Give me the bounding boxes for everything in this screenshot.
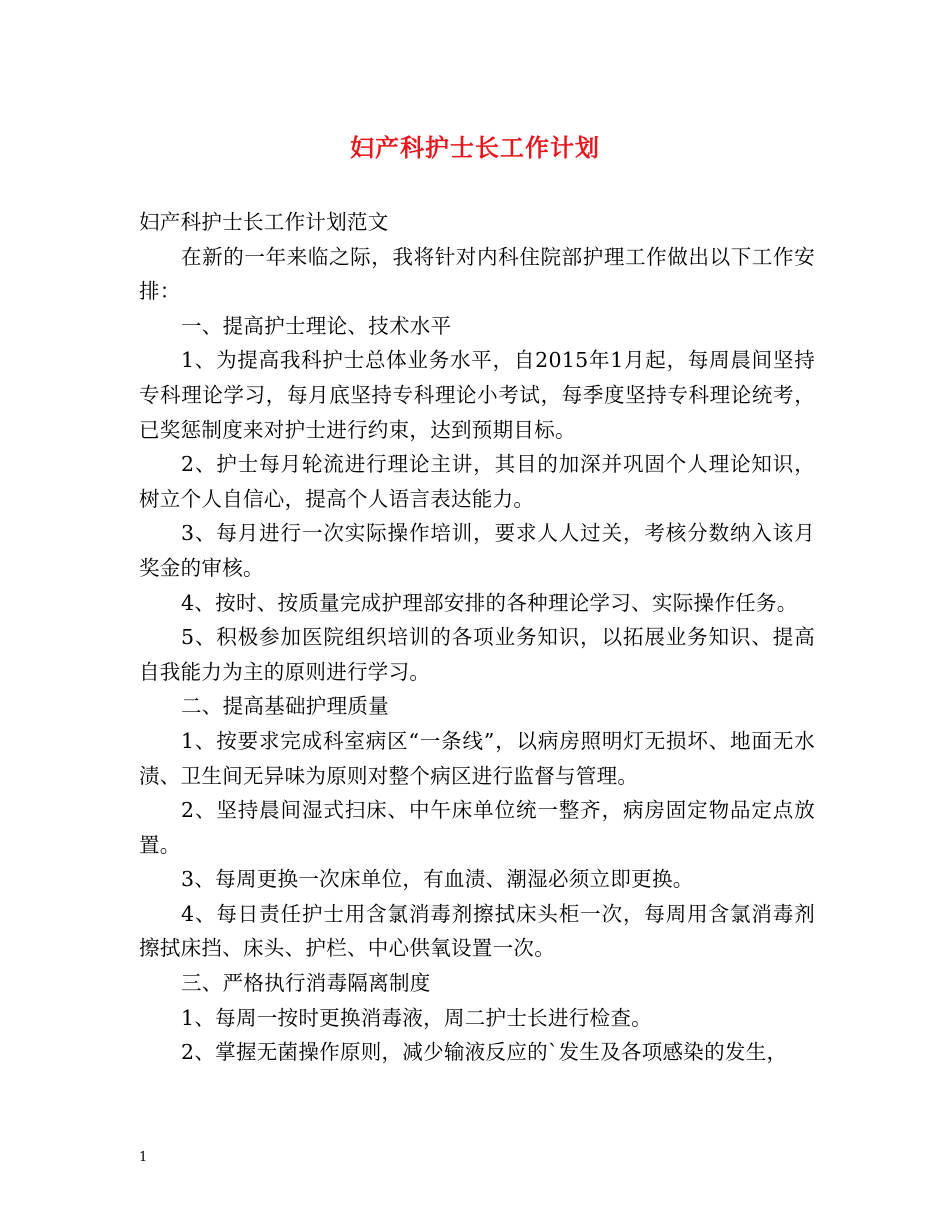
paragraph-3-1: 1、每周一按时更换消毒液，周二护士长进行检查。 (181, 1005, 652, 1030)
paragraph-1-1: 1、为提高我科护士总体业务水平，自2015年1月起，每周晨间坚持专科理论学习，每月底坚持专科理论小考试，每季度坚持专科理论统考，已奖惩制度来对护士进行约束，达到预期目标。 (139, 348, 815, 442)
subtitle-paragraph: 妇产科护士长工作计划范文 (139, 210, 389, 234)
section-heading-2: 二、提高基础护理质量 (181, 694, 389, 719)
paragraph-2-4: 4、每日责任护士用含氯消毒剂擦拭床头柜一次，每周用含氯消毒剂擦拭床挡、床头、护栏、中心供氧设置一次。 (139, 901, 815, 961)
document-body (139, 205, 815, 1070)
paragraph-1-5: 5、积极参加医院组织培训的各项业务知识，以拓展业务知识、提高自我能力为主的原则进行学习。 (139, 625, 815, 684)
page-number: 1 (139, 1150, 148, 1165)
document-title: 妇产科护士长工作计划 (350, 133, 600, 162)
paragraph-1-4: 4、按时、按质量完成护理部安排的各种理论学习、实际操作任务。 (181, 590, 798, 615)
section-heading-3: 三、严格执行消毒隔离制度 (181, 971, 431, 996)
paragraph-1-2: 2、护士每月轮流进行理论主讲，其目的加深并巩固个人理论知识，树立个人自信心，提高个人语言表达能力。 (139, 452, 815, 511)
paragraph-1-3: 3、每月进行一次实际操作培训，要求人人过关，考核分数纳入该月奖金的审核。 (139, 521, 815, 580)
paragraph-2-1: 1、按要求完成科室病区“一条线”，以病房照明灯无损坏、地面无水渍、卫生间无异味为原则对整个病区进行监督与管理。 (139, 728, 815, 788)
section-heading-1: 一、提高护士理论、技术水平 (181, 313, 452, 338)
paragraph-3-2: 2、掌握无菌操作原则，减少输液反应的`发生及各项感染的发生， (181, 1040, 788, 1065)
paragraph-2-3: 3、每周更换一次床单位，有血渍、潮湿必须立即更换。 (181, 867, 694, 892)
intro-paragraph: 在新的一年来临之际，我将针对内科住院部护理工作做出以下工作安排： (139, 244, 815, 304)
paragraph-2-2: 2、坚持晨间湿式扫床、中午床单位统一整齐，病房固定物品定点放置。 (139, 798, 815, 857)
